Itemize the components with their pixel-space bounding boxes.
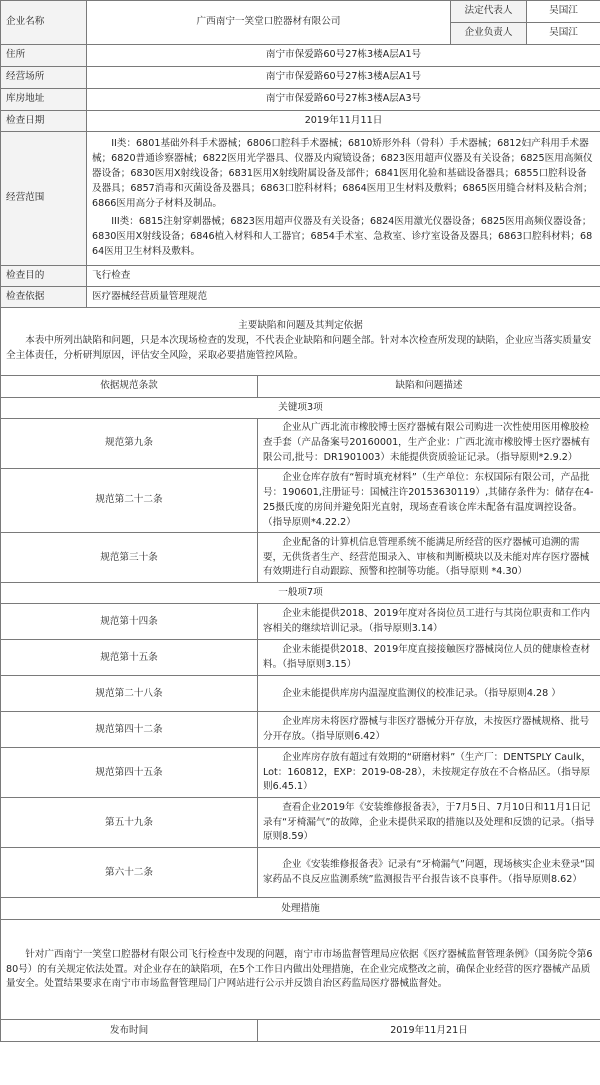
clause-cell: 规范第四十五条 <box>1 748 258 798</box>
description-cell: 企业《安装维修报备表》记录有“牙椅漏气”问题，现场核实企业未登录“国家药品不良反应监测系统”监测报告平台报告该不良事件。（指导原则8.62） <box>258 848 600 898</box>
scope-class-3: III类：6815注射穿刺器械；6823医用超声仪器及有关设备；6824医用激光仪器设备；6825医用高频仪器设备；6830医用X射线设备；6846植入材料和人工器官；6854手术室、急救室、诊疗室设备及器具；6863口腔科材料；6864医用卫生材料及敷料。 <box>92 216 593 258</box>
description-cell: 企业从广西北流市橡胶博士医疗器械有限公司购进一次性使用医用橡胶检查手套（产品备案号20160001，生产企业：广西北流市橡胶博士医疗器械有限公司,批号：DR1901003）未能提供资质验证记录。（指导原则*2.9.2） <box>258 419 600 469</box>
table-row <box>1 848 600 898</box>
warehouse-label: 库房地址 <box>1 89 87 111</box>
table-row <box>1 712 600 748</box>
table-row <box>1 798 600 848</box>
description-cell: 查看企业2019年《安装维修报备表》，于7月5日、7月10日和11月1日记录有“牙椅漏气”的故障，企业未提供采取的措施以及处理和反馈的记录。（指导原则8.59） <box>258 798 600 848</box>
publish-time-label: 发布时间 <box>1 1020 258 1042</box>
purpose-label: 检查目的 <box>1 266 87 287</box>
defects-intro: 本表中所列出缺陷和问题，只是本次现场检查的发现，不代表企业缺陷和问题全部。针对本次检查所发现的缺陷，企业应当落实质量安全主体责任，分析研判原因，评估安全风险，采取必要措施管控风险。 <box>6 335 592 361</box>
publish-time-value: 2019年11月21日 <box>258 1020 600 1042</box>
clause-cell: 规范第十四条 <box>1 604 258 640</box>
basis-value: 医疗器械经营质量管理规范 <box>87 287 600 308</box>
clause-column-header: 依据规范条款 <box>1 376 258 398</box>
basis-label: 检查依据 <box>1 287 87 308</box>
clause-cell: 规范第二十二条 <box>1 469 258 533</box>
description-cell: 企业库房未将医疗器械与非医疗器械分开存放，未按医疗器械规格、批号分开存放。（指导原则6.42） <box>258 712 600 748</box>
general-items-header: 一般项7项 <box>1 583 600 604</box>
table-row <box>1 469 600 533</box>
premises-value: 南宁市保爱路60号27栋3楼A层A1号 <box>87 67 600 89</box>
legal-rep-value: 吴国江 <box>527 1 600 23</box>
table-row <box>1 748 600 798</box>
description-column-header: 缺陷和问题描述 <box>258 376 600 398</box>
scope-class-2: II类：6801基础外科手术器械；6806口腔科手术器械；6810矫形外科（骨科）手术器械；6812妇产科用手术器械；6820普通诊察器械；6822医用光学器具、仪器及内窥镜设备；6823医用超声仪器及有关设备；6825医用高频仪器设备；6830医用X射线设备；6831医用X射线附属设备及部件；6841医用化验和基础设备器具；6855口腔科设备及器具；6857消毒和灭菌设备及器具；6863口腔科材料；6864医用卫生材料及敷料；6865医用缝合材料及粘合剂；6866医用高分子材料及制品。 <box>92 138 593 209</box>
business-scope-label: 经营范围 <box>1 132 87 266</box>
purpose-value: 飞行检查 <box>87 266 600 287</box>
legal-rep-label: 法定代表人 <box>451 1 527 23</box>
residence-value: 南宁市保爱路60号27栋3楼A层A1号 <box>87 45 600 67</box>
clause-cell: 规范第九条 <box>1 419 258 469</box>
key-items-header: 关键项3项 <box>1 398 600 419</box>
premises-label: 经营场所 <box>1 67 87 89</box>
description-cell: 企业未能提供2018、2019年度直接接触医疗器械岗位人员的健康检查材料。（指导原则3.15） <box>258 640 600 676</box>
description-cell: 企业配备的计算机信息管理系统不能满足所经营的医疗器械可追溯的需要，无供货者生产、经营范围录入、审核和判断模块以及未能对库存医疗器械有效期进行自动跟踪、预警和控制等功能。（指导原则 *4.30） <box>258 533 600 583</box>
description-cell: 企业仓库存放有“暂时填充材料”（生产单位：东权国际有限公司，产品批号：190601,注册证号：国械注许20153630119）,其储存条件为：储存在4-25摄氏度的房间并避免阳光直射，现场查看该仓库未配备有温度调控设备。（指导原则*4.22.2） <box>258 469 600 533</box>
clause-cell: 规范第十五条 <box>1 640 258 676</box>
principal-value: 吴国江 <box>527 23 600 45</box>
clause-cell: 规范第三十条 <box>1 533 258 583</box>
clause-cell: 第五十九条 <box>1 798 258 848</box>
company-name-value: 广西南宁一笑堂口腔器材有限公司 <box>87 1 451 45</box>
table-row <box>1 676 600 712</box>
clause-cell: 规范第二十八条 <box>1 676 258 712</box>
company-name-label: 企业名称 <box>1 1 87 45</box>
inspection-date-label: 检查日期 <box>1 111 87 132</box>
warehouse-value: 南宁市保爱路60号27栋3楼A层A3号 <box>87 89 600 111</box>
table-row <box>1 604 600 640</box>
table-row <box>1 533 600 583</box>
description-cell: 企业未能提供库房内温湿度监测仪的校准记录。（指导原则4.28 ） <box>258 676 600 712</box>
table-row <box>1 419 600 469</box>
residence-label: 住所 <box>1 45 87 67</box>
principal-label: 企业负责人 <box>451 23 527 45</box>
inspection-date-value: 2019年11月11日 <box>87 111 600 132</box>
defects-title: 主要缺陷和问题及其判定依据 <box>238 320 363 332</box>
business-scope-value <box>87 132 600 266</box>
description-cell: 企业未能提供2018、2019年度对各岗位员工进行与其岗位职责和工作内容相关的继续培训记录。（指导原则3.14） <box>258 604 600 640</box>
defects-intro-cell <box>1 308 600 376</box>
clause-cell: 规范第四十二条 <box>1 712 258 748</box>
clause-cell: 第六十二条 <box>1 848 258 898</box>
table-row <box>1 640 600 676</box>
measures-header: 处理措施 <box>1 898 600 920</box>
description-cell: 企业库房存放有超过有效期的“研磨材料”（生产厂：DENTSPLY Caulk，Lot：160812，EXP：2019-08-28），未按规定存放在不合格品区。（指导原则6.45.1） <box>258 748 600 798</box>
measures-text: 针对广西南宁一笑堂口腔器材有限公司飞行检查中发现的问题，南宁市市场监督管理局应依据《医疗器械监督管理条例》（国务院令第680号）的有关规定依法处置。对企业存在的缺陷项，在5个工作日内做出处理措施，在企业完成整改之前，确保企业经营的医疗器械产品质量安全。处置结果要求在南宁市市场监督管理局门户网站进行公示并反馈自治区药监局医疗器械监督处。 <box>1 920 600 1020</box>
